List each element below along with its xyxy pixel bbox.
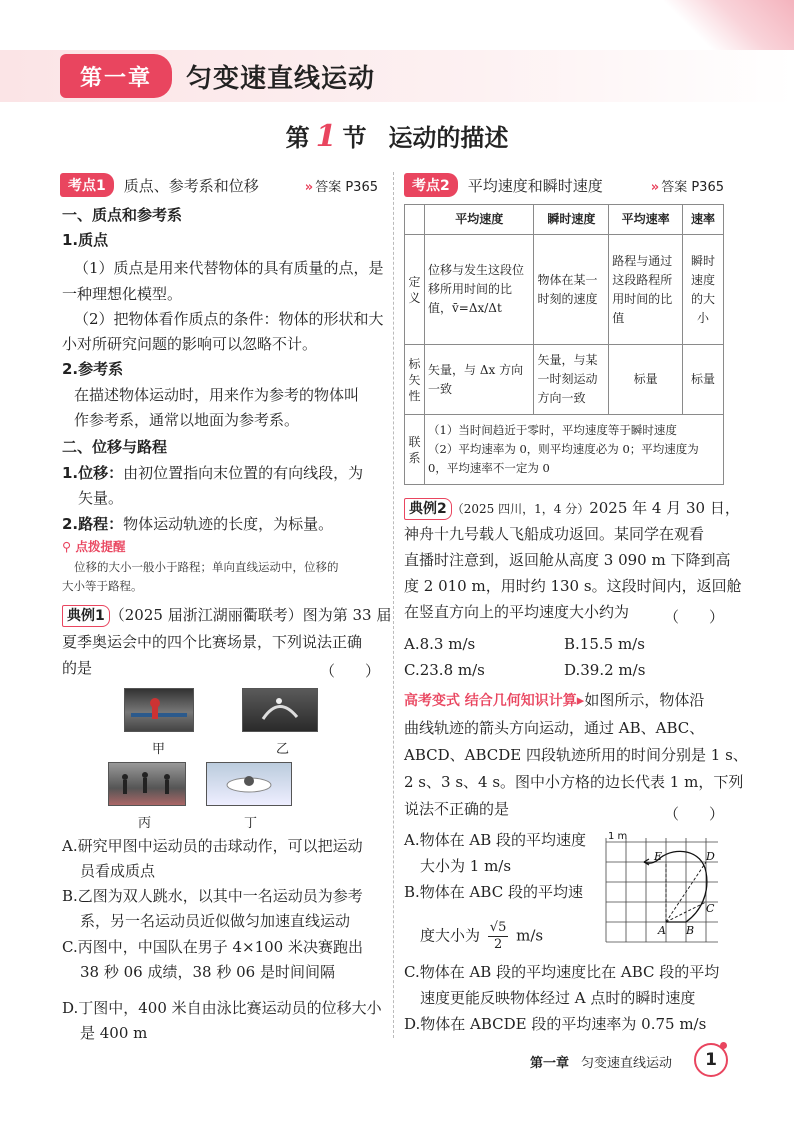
kp1-para-3b: 作参考系，通常以地面为参考系。	[74, 411, 300, 429]
section-number: 1	[315, 119, 337, 154]
point-b-label: B	[686, 924, 695, 937]
example1-option-a: A.研究甲图中运动员的击球动作，可以把运动	[62, 837, 363, 855]
example1-option-c: C.丙图中，中国队在男子 4×100 米决赛跑出	[62, 938, 363, 956]
variant-line-2: 曲线轨迹的箭头方向运动，通过 AB、ABC、	[404, 719, 705, 737]
example1-option-a-2: 员看成质点	[80, 862, 156, 880]
kp2-answer-ref: » 答案 P365	[650, 179, 724, 195]
table-row	[405, 345, 724, 415]
row-label-definition: 定义	[405, 235, 425, 345]
point-d-label: D	[706, 850, 715, 863]
kp1-heading-2: 二、位移与路程	[62, 438, 168, 456]
kp1-para-1b: 一种理想化模型。	[62, 285, 183, 303]
tip-line-1: 位移的大小一般小于路程；单向直线运动中，位移的	[74, 560, 339, 574]
page-dot-decoration	[720, 1042, 727, 1049]
page-footer: 第一章 匀变速直线运动	[530, 1056, 673, 1071]
table-cell-relation: （1）当时间趋近于零时，平均速度等于瞬时速度 （2）平均速率为 0，则平均速度必为 0；平均速度为 0，平均速率不一定为 0	[425, 415, 724, 485]
kp2-header	[404, 172, 724, 198]
kp1-header	[60, 172, 378, 198]
section-prefix: 第	[285, 123, 310, 152]
variant-option-a: A.物体在 AB 段的平均速度	[404, 831, 586, 849]
photo-caption-ding: 丁	[244, 816, 258, 831]
table-header: 速率	[683, 205, 724, 235]
fraction: $\frac{√5}{2}$	[489, 920, 507, 952]
velocity-comparison-table	[404, 204, 724, 485]
example1-option-d-2: 是 400 m	[80, 1024, 148, 1042]
page-number: 1	[694, 1043, 728, 1077]
example1-option-b-2: 系，另一名运动员近似做匀加速直线运动	[80, 912, 351, 930]
row-label-vector: 标矢性	[405, 345, 425, 415]
kp1-para-1: （1）质点是用来代替物体的具有质量的点，是	[74, 259, 384, 277]
kp1-def-path: 2.路程：物体运动轨迹的长度，为标量。	[62, 515, 334, 533]
example2-option-c: C.23.8 m/s	[404, 661, 485, 679]
example2-option-d: D.39.2 m/s	[564, 661, 646, 679]
photo-diving	[242, 688, 318, 732]
example2-line-3: 直播时注意到，返回舱从高度 3 090 m 下降到高	[404, 551, 731, 569]
row-label-relation: 联系	[405, 415, 425, 485]
kp1-subheading-particle: 1.质点	[62, 231, 109, 249]
kp1-tag: 考点1	[60, 173, 114, 197]
photo-relay	[108, 762, 186, 806]
table-cell: 矢量，与 Δx 方向一致	[425, 345, 534, 415]
kp1-title: 质点、参考系和位移	[123, 176, 259, 195]
example1-option-d: D.丁图中，400 米自由泳比赛运动员的位移大小	[62, 999, 382, 1017]
variant-line-3: ABCD、ABCDE 四段轨迹所用的时间分别是 1 s、	[404, 746, 748, 764]
example2-line-2: 神舟十九号载人飞船成功返回。某同学在观看	[404, 525, 705, 543]
example1-line-3: 的是	[62, 659, 93, 677]
point-c-label: C	[706, 902, 715, 915]
example2-tag: 典例2	[404, 498, 452, 520]
example1-line-2: 夏季奥运会中的四个比赛场景，下列说法正确	[62, 633, 363, 651]
section-suffix: 节	[342, 123, 367, 152]
variant-option-b-2: 度大小为 $\frac{√5}{2}$ m/s	[420, 920, 544, 952]
kp2-tag: 考点2	[404, 173, 458, 197]
location-pin-icon: ⚲	[62, 539, 72, 554]
table-header: 平均速率	[609, 205, 683, 235]
example1-answer-blank: （ ）	[320, 662, 381, 680]
example2-line-5: 在竖直方向上的平均速度大小约为	[404, 603, 630, 621]
table-cell: 矢量，与某一时刻运动方向一致	[534, 345, 609, 415]
kp1-para-2: （2）把物体看作质点的条件：物体的形状和大	[74, 310, 384, 328]
tip-heading: ⚲ 点拨提醒	[62, 539, 126, 554]
variant-answer-blank: （ ）	[664, 805, 725, 823]
kp2-title: 平均速度和瞬时速度	[467, 176, 603, 195]
section-title	[0, 118, 794, 154]
variant-tag: 高考变式	[404, 693, 460, 709]
kp1-para-3: 在描述物体运动时，用来作为参考的物体叫	[74, 386, 360, 404]
example2-option-b: B.15.5 m/s	[564, 635, 645, 653]
example1-option-b: B.乙图为双人跳水，以其中一名运动员为参考	[62, 887, 363, 905]
section-name: 运动的描述	[388, 123, 509, 152]
trajectory-grid-diagram	[596, 828, 722, 950]
variant-option-a-2: 大小为 1 m/s	[420, 857, 512, 875]
variant-option-c: C.物体在 AB 段的平均速度比在 ABC 段的平均	[404, 963, 720, 981]
variant-topic: 结合几何知识计算	[464, 693, 577, 709]
variant-line-5: 说法不正确的是	[404, 800, 510, 818]
example2-option-a: A.8.3 m/s	[404, 635, 476, 653]
kp1-answer-ref: » 答案 P365	[304, 179, 378, 195]
table-cell: 物体在某一时刻的速度	[534, 235, 609, 345]
table-cell: 路程与通过这段路程所用时间的比值	[609, 235, 683, 345]
variant-option-c-2: 速度更能反映物体经过 A 点时的瞬时速度	[420, 989, 696, 1007]
example2-answer-blank: （ ）	[664, 608, 725, 626]
table-cell: 标量	[609, 345, 683, 415]
photo-caption-yi: 乙	[276, 742, 290, 757]
table-row	[405, 235, 724, 345]
table-cell: 标量	[683, 345, 724, 415]
point-e-label: E	[654, 850, 663, 863]
chapter-label: 第一章	[60, 54, 172, 98]
tip-line-2: 大小等于路程。	[62, 579, 143, 593]
kp1-def-displacement: 1.位移：由初位置指向末位置的有向线段，为	[62, 464, 364, 482]
double-chevron-icon: »	[650, 179, 660, 195]
variant-line-4: 2 s、3 s、4 s。图中小方格的边长代表 1 m，下列	[404, 773, 744, 791]
table-header-row	[405, 205, 724, 235]
point-a-label: A	[658, 924, 666, 937]
kp1-para-2b: 小对所研究问题的影响可以忽略不计。	[62, 335, 318, 353]
example1-tag: 典例1	[62, 605, 110, 627]
photo-caption-jia: 甲	[152, 742, 166, 757]
table-cell: 位移与发生这段位移所用时间的比值，v̄=Δx/Δt	[425, 235, 534, 345]
table-cell: 瞬时速度的大小	[683, 235, 724, 345]
table-header: 平均速度	[425, 205, 534, 235]
table-row	[405, 415, 724, 485]
column-divider	[393, 172, 394, 1038]
variant-line-1: 高考变式 结合几何知识计算▸如图所示，物体沿	[404, 691, 705, 709]
chapter-title: 匀变速直线运动	[186, 64, 376, 94]
photo-caption-bing: 丙	[138, 816, 152, 831]
table-header: 瞬时速度	[534, 205, 609, 235]
example1-option-c-2: 38 秒 06 成绩，38 秒 06 是时间间隔	[80, 963, 335, 981]
variant-option-b: B.物体在 ABC 段的平均速	[404, 883, 583, 901]
grid-scale-label: 1 m	[608, 831, 628, 842]
photo-swimming	[206, 762, 292, 806]
example2-line-4: 度 2 010 m，用时约 130 s。这段时间内，返回舱	[404, 577, 742, 595]
double-chevron-icon: »	[304, 179, 314, 195]
kp1-def-displacement-b: 矢量。	[78, 489, 124, 507]
example1-line-1: 典例1 （2025 届浙江湖丽衢联考）图为第 33 届	[62, 603, 391, 628]
example2-line-1: 典例2 （2025 四川，1，4 分）2025 年 4 月 30 日，	[404, 496, 740, 522]
kp1-heading-1: 一、质点和参考系	[62, 206, 183, 224]
variant-option-d: D.物体在 ABCDE 段的平均速率为 0.75 m/s	[404, 1015, 707, 1033]
photo-table-tennis	[124, 688, 194, 732]
kp1-subheading-frame: 2.参考系	[62, 360, 124, 378]
